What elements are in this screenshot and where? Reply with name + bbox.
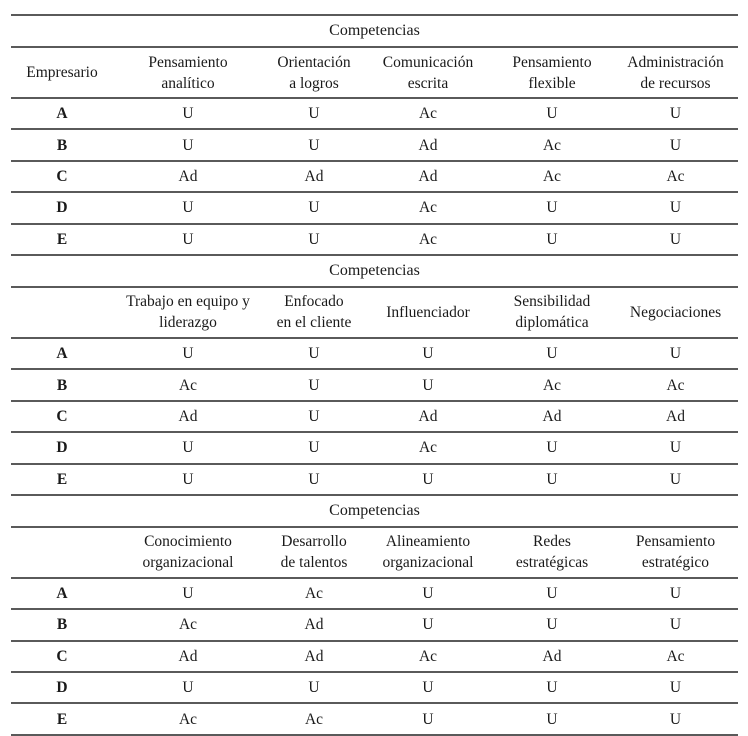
column-header-line2: diplomática <box>515 314 589 332</box>
column-header-line2: organizacional <box>382 554 474 572</box>
row-label: D <box>56 199 68 217</box>
table-row <box>11 130 738 159</box>
column-header <box>263 291 365 333</box>
table-cell: Ad <box>304 167 324 185</box>
table-cell: U <box>422 710 434 728</box>
column-header-line2: de talentos <box>280 554 348 572</box>
column-header <box>263 531 365 573</box>
table-cell: U <box>308 439 320 457</box>
table-cell: U <box>308 136 320 154</box>
table-cell: U <box>182 230 194 248</box>
table-cell: Ac <box>666 647 685 665</box>
row-label: C <box>56 407 68 425</box>
table-cell: U <box>182 585 194 603</box>
column-header-line1: Conocimiento <box>144 533 232 551</box>
row-label: E <box>56 710 68 728</box>
table-cell: U <box>669 616 682 634</box>
table-row <box>11 193 738 222</box>
column-header-line2: estratégicas <box>515 554 589 572</box>
table-cell: Ac <box>178 710 198 728</box>
table-row <box>11 704 738 733</box>
row-label: E <box>56 230 68 248</box>
table-cell: Ac <box>542 376 562 394</box>
column-header <box>491 52 613 94</box>
table-row <box>11 579 738 608</box>
column-header-line1: Pensamiento <box>148 53 228 71</box>
column-header-line2: estratégico <box>641 554 710 572</box>
table-cell: Ad <box>418 407 438 425</box>
table-cell: U <box>546 199 558 217</box>
row-header-cell: Empresario <box>26 64 98 81</box>
table-cell: U <box>182 199 194 217</box>
table-cell: U <box>546 470 558 488</box>
table-row <box>11 99 738 128</box>
table-cell: U <box>546 616 558 634</box>
column-header <box>491 531 613 573</box>
table-cell: U <box>308 230 320 248</box>
column-header-line2: liderazgo <box>159 314 217 332</box>
table-cell: U <box>546 105 558 123</box>
table-row <box>11 162 738 191</box>
column-header-line2: a logros <box>289 74 339 92</box>
table-cell: Ad <box>304 616 324 634</box>
section-title: Competencias <box>329 22 420 39</box>
row-label: A <box>56 105 68 123</box>
table-cell: Ac <box>418 199 438 217</box>
table-cell: U <box>422 376 434 394</box>
column-header <box>365 302 491 323</box>
row-label: C <box>56 167 68 185</box>
table-row <box>11 402 738 431</box>
table-cell: U <box>182 136 194 154</box>
table-cell: U <box>546 345 558 363</box>
table-cell: Ad <box>304 647 324 665</box>
column-header-line1: Trabajo en equipo y <box>126 293 250 311</box>
row-label: B <box>56 136 68 154</box>
row-label: A <box>56 345 68 363</box>
column-header-line2: analítico <box>161 74 215 92</box>
table-section <box>11 494 738 734</box>
table-cell: U <box>308 105 320 123</box>
table-row <box>11 465 738 494</box>
table-cell: Ad <box>666 407 685 425</box>
table-cell: U <box>422 470 434 488</box>
section-title: Competencias <box>329 501 420 519</box>
column-header <box>613 531 738 573</box>
column-header-line1: Negociaciones <box>629 303 722 321</box>
table-cell: Ac <box>418 105 438 123</box>
table-row <box>11 370 738 399</box>
row-label: B <box>56 616 68 634</box>
column-header-line1: Influenciador <box>386 303 470 321</box>
table-cell: U <box>669 199 682 217</box>
table-cell: U <box>669 585 682 603</box>
row-label: B <box>56 376 68 394</box>
table-cell: U <box>182 679 194 697</box>
column-header <box>613 52 738 94</box>
table-cell: Ad <box>542 407 562 425</box>
column-header-line1: Pensamiento <box>512 53 592 71</box>
table-cell: U <box>308 199 320 217</box>
column-header <box>365 52 491 94</box>
table-cell: U <box>669 345 682 363</box>
table-cell: U <box>182 345 194 363</box>
column-header-line1: Alineamiento <box>385 533 471 551</box>
column-header <box>113 291 263 333</box>
table-cell: U <box>422 616 434 634</box>
column-header-line2: flexible <box>528 74 576 92</box>
table-cell: Ac <box>542 136 562 154</box>
table-cell: U <box>182 439 194 457</box>
table-row <box>11 339 738 368</box>
table-cell: Ac <box>542 167 562 185</box>
table-cell: U <box>422 345 434 363</box>
table-cell: Ac <box>666 167 685 185</box>
column-header-line1: Orientación <box>277 53 351 71</box>
column-header <box>365 531 491 573</box>
table-cell: Ac <box>418 439 438 457</box>
column-header-line1: Administración <box>627 53 724 71</box>
table-cell: U <box>422 679 434 697</box>
table-cell: Ac <box>666 376 685 394</box>
table-cell: U <box>669 136 682 154</box>
table-cell: U <box>546 230 558 248</box>
table-cell: U <box>308 470 320 488</box>
column-header-line2: de recursos <box>640 74 711 92</box>
table-row <box>11 610 738 639</box>
table-cell: Ac <box>418 230 438 248</box>
table-cell: U <box>308 345 320 363</box>
table-cell: Ac <box>304 585 324 603</box>
table-cell: Ac <box>418 647 438 665</box>
column-header-line2: en el cliente <box>276 314 352 332</box>
table-cell: U <box>422 585 434 603</box>
table-cell: U <box>308 679 320 697</box>
table-cell: U <box>182 470 194 488</box>
table-cell: U <box>669 105 682 123</box>
row-label: A <box>56 585 68 603</box>
column-header-line1: Redes <box>533 533 571 551</box>
row-label: D <box>56 439 68 457</box>
header-row <box>11 288 738 337</box>
header-row <box>11 528 738 577</box>
column-header <box>263 52 365 94</box>
table-cell: U <box>308 407 320 425</box>
table-cell: U <box>669 230 682 248</box>
row-label: C <box>56 647 68 665</box>
table-cell: U <box>669 439 682 457</box>
column-header-line2: escrita <box>407 74 449 92</box>
table-cell: U <box>546 439 558 457</box>
table-cell: U <box>546 679 558 697</box>
column-header-line1: Enfocado <box>284 293 344 311</box>
column-header <box>491 291 613 333</box>
table-cell: Ad <box>178 647 198 665</box>
table-cell: Ad <box>542 647 562 665</box>
table-cell: U <box>669 679 682 697</box>
column-header-line1: Comunicación <box>382 53 474 71</box>
column-header <box>613 302 738 323</box>
table-cell: Ac <box>304 710 324 728</box>
table-row <box>11 433 738 462</box>
column-header-line2: organizacional <box>142 554 234 572</box>
table-cell: U <box>308 376 320 394</box>
row-label: E <box>56 470 68 488</box>
column-header-line1: Desarrollo <box>281 533 347 551</box>
table-cell: Ac <box>178 616 198 634</box>
table-cell: Ad <box>178 407 198 425</box>
table-row <box>11 673 738 702</box>
table-cell: Ad <box>418 167 438 185</box>
table-cell: Ac <box>178 376 198 394</box>
table-cell: Ad <box>178 167 198 185</box>
table-row <box>11 225 738 254</box>
table-cell: U <box>182 105 194 123</box>
table-section <box>11 254 738 494</box>
column-header-line1: Pensamiento <box>635 533 716 551</box>
column-header-line1: Sensibilidad <box>513 293 591 311</box>
header-row <box>11 48 738 97</box>
column-header <box>113 531 263 573</box>
table-cell: U <box>546 710 558 728</box>
table-section <box>11 14 738 254</box>
row-label: D <box>56 679 68 697</box>
table-cell: U <box>546 585 558 603</box>
table-cell: U <box>669 710 682 728</box>
table-cell: Ad <box>418 136 438 154</box>
column-header <box>113 52 263 94</box>
section-title: Competencias <box>329 261 420 279</box>
table-cell: U <box>669 470 682 488</box>
table-row <box>11 642 738 671</box>
competencies-table <box>11 14 738 736</box>
